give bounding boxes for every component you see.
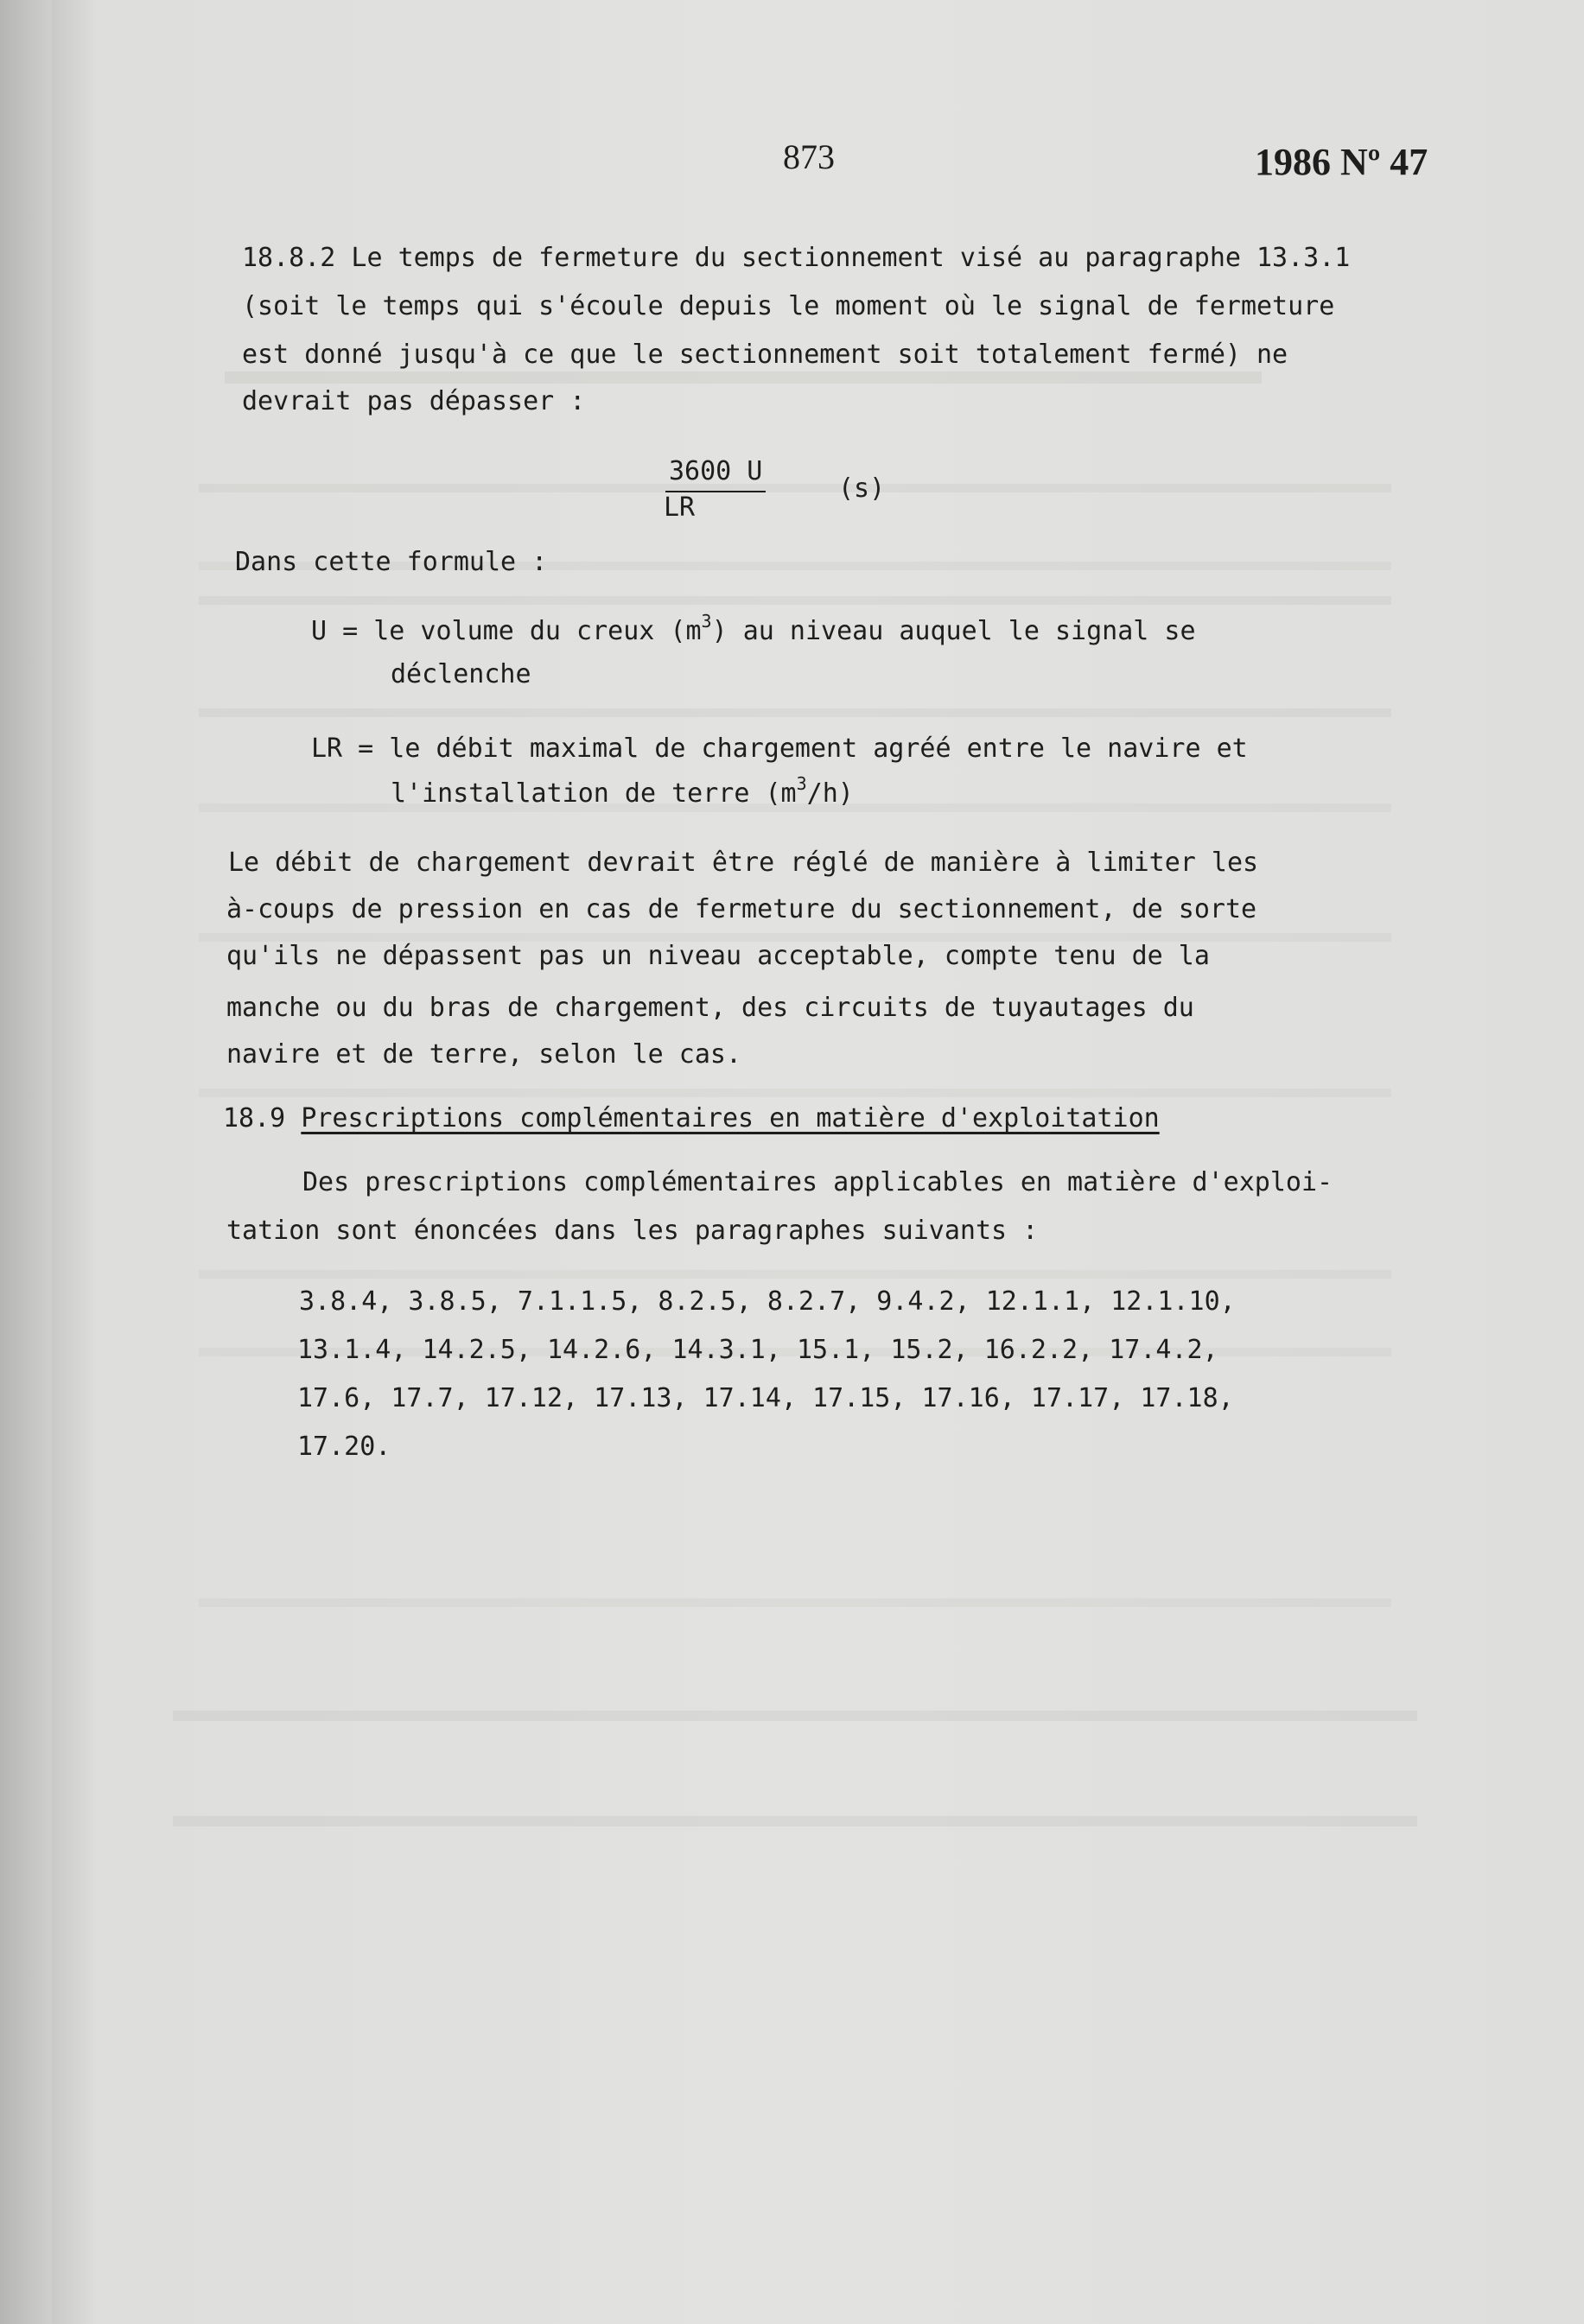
reference-list-line: 17.6, 17.7, 17.12, 17.13, 17.14, 17.15, 17.16, 17.17, 17.18, [297, 1383, 1234, 1413]
paragraph-line: navire et de terre, selon le cas. [226, 1039, 742, 1070]
page-binding-edge [0, 0, 52, 2324]
definition-lr-line1: LR = le débit maximal de chargement agréé entre le navire et [311, 733, 1248, 764]
paragraph-line: 18.8.2 Le temps de fermeture du sectionnement visé au paragraphe 13.3.1 [242, 243, 1351, 273]
formula-intro: Dans cette formule : [235, 547, 548, 577]
section-number: 18.9 [223, 1103, 286, 1133]
paragraph-line: à-coups de pression en cas de fermeture du sectionnement, de sorte [226, 894, 1257, 924]
page-number: 873 [783, 137, 835, 176]
reference-list-line: 17.20. [297, 1432, 391, 1462]
section-title: Prescriptions complémentaires en matière d'exploitation [301, 1103, 1160, 1133]
definition-lr-line2: l'installation de terre $(m^3/h)$ [391, 773, 854, 809]
formula-numerator: 3600 U [665, 453, 766, 492]
reference-list-line: 13.1.4, 14.2.5, 14.2.6, 14.3.1, 15.1, 15.2, 16.2.2, 17.4.2, [297, 1335, 1218, 1365]
document-reference: 1986 Nº 47 [1255, 141, 1428, 183]
paragraph-line: est donné jusqu'à ce que le sectionnement soit totalement fermé) ne [242, 340, 1288, 370]
paragraph-line: tation sont énoncées dans les paragraphes suivants : [226, 1216, 1039, 1246]
paragraph-line: devrait pas dépasser : [242, 386, 586, 416]
paragraph-line: qu'ils ne dépassent pas un niveau acceptable, compte tenu de la [226, 941, 1210, 971]
paragraph-line: Des prescriptions complémentaires applicables en matière d'exploi- [302, 1167, 1333, 1197]
paragraph-line: Le débit de chargement devrait être réglé de manière à limiter les [228, 848, 1259, 878]
section-heading-18-9 [223, 1095, 1160, 1142]
reference-list-line: 3.8.4, 3.8.5, 7.1.1.5, 8.2.5, 8.2.7, 9.4.2, 12.1.1, 12.1.10, [299, 1286, 1236, 1317]
show-through-mark [173, 1711, 1417, 1826]
formula-unit: (s) [838, 473, 886, 504]
definition-u-line1: U = le volume du creux $(m^3)$ au niveau auquel le signal se [311, 611, 1196, 646]
paragraph-line: manche ou du bras de chargement, des circuits de tuyautages du [226, 993, 1194, 1023]
paragraph-line: (soit le temps qui s'écoule depuis le moment où le signal de fermeture [242, 291, 1335, 321]
definition-u-line2: déclenche [391, 659, 531, 689]
formula-denominator: LR [664, 492, 696, 523]
